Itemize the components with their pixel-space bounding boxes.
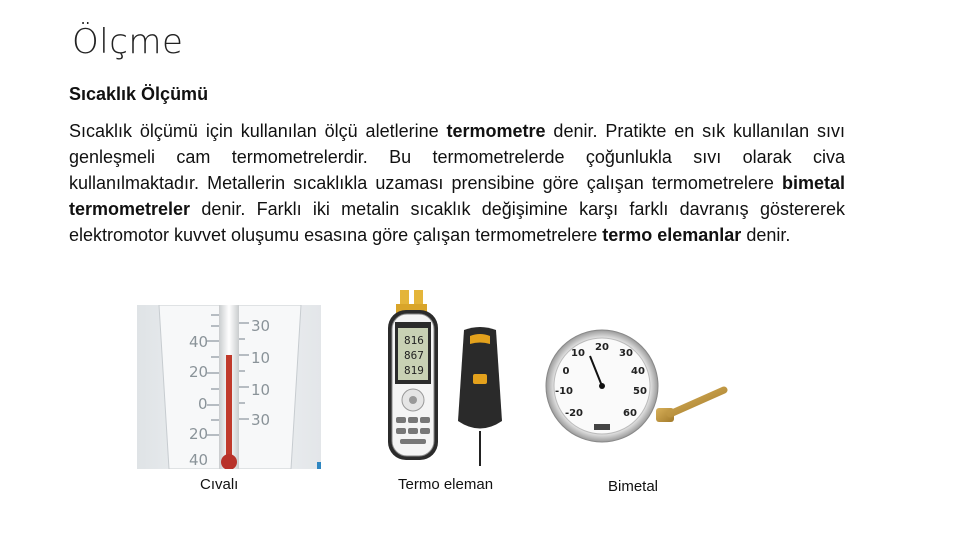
scale-label-right-30: 30 — [251, 317, 271, 335]
bold-term: termo elemanlar — [602, 225, 742, 245]
dial-label-40: 40 — [631, 366, 645, 377]
dial-label-20: 20 — [595, 342, 609, 353]
paragraph-text: denir. Farklı iki metalin sıcaklık değişimine karşı farklı davranış göstererek elektromotor kuvvet oluşumu esasına göre çalışan termometrelere — [69, 199, 845, 245]
lcd-reading-3: 819 — [404, 364, 424, 377]
dial-label-0: 0 — [562, 366, 570, 377]
paragraph-text: Sıcaklık ölçümü için kullanılan ölçü aletlerine — [69, 121, 447, 141]
dial-label-10: 10 — [571, 348, 585, 359]
section-subtitle: Sıcaklık Ölçümü — [69, 84, 209, 104]
bold-term: termometre — [446, 121, 546, 141]
caption-thermocouple: Termo eleman — [398, 476, 494, 493]
slide-title: Ölçme — [72, 22, 184, 62]
lcd-reading-2: 867 — [404, 349, 424, 362]
body-paragraph — [69, 118, 845, 248]
dial-label-50: 50 — [633, 386, 647, 397]
scale-label-left-20: 20 — [189, 363, 209, 381]
paragraph-text: denir. Pratikte en sık kullanılan sıvı genleşmeli cam termometrelerdir. Bu termometrelerde çoğunlukla sıvı olarak civa kullanılmaktadır. Metallerin sıcaklıkla uzaması prensibine göre çalışan termometrelere — [69, 121, 845, 193]
dial-label-60: 60 — [623, 408, 637, 419]
mercury-thermometer-image — [137, 305, 321, 469]
thermocouple-device-image — [352, 286, 522, 468]
scale-label-right-10: 10 — [251, 349, 271, 367]
dial-label-30: 30 — [619, 348, 633, 359]
lcd-reading-1: 816 — [404, 334, 424, 347]
bimetal-thermometer-image — [542, 328, 728, 448]
scale-label-left-20b: 20 — [189, 425, 209, 443]
bold-term: bimetal termometreler — [69, 173, 845, 219]
dial-label-neg10: -10 — [554, 386, 574, 397]
caption-mercury: Cıvalı — [200, 476, 239, 493]
caption-bimetal: Bimetal — [608, 478, 659, 495]
scale-label-left-40: 40 — [189, 333, 209, 351]
scale-label-right-30b: 30 — [251, 411, 271, 429]
scale-label-right-10b: 10 — [251, 381, 271, 399]
paragraph-text: denir. — [741, 225, 791, 245]
scale-label-left-0: 0 — [198, 395, 208, 413]
dial-label-neg20: -20 — [564, 408, 584, 419]
scale-label-left-40b: 40 — [189, 451, 209, 469]
